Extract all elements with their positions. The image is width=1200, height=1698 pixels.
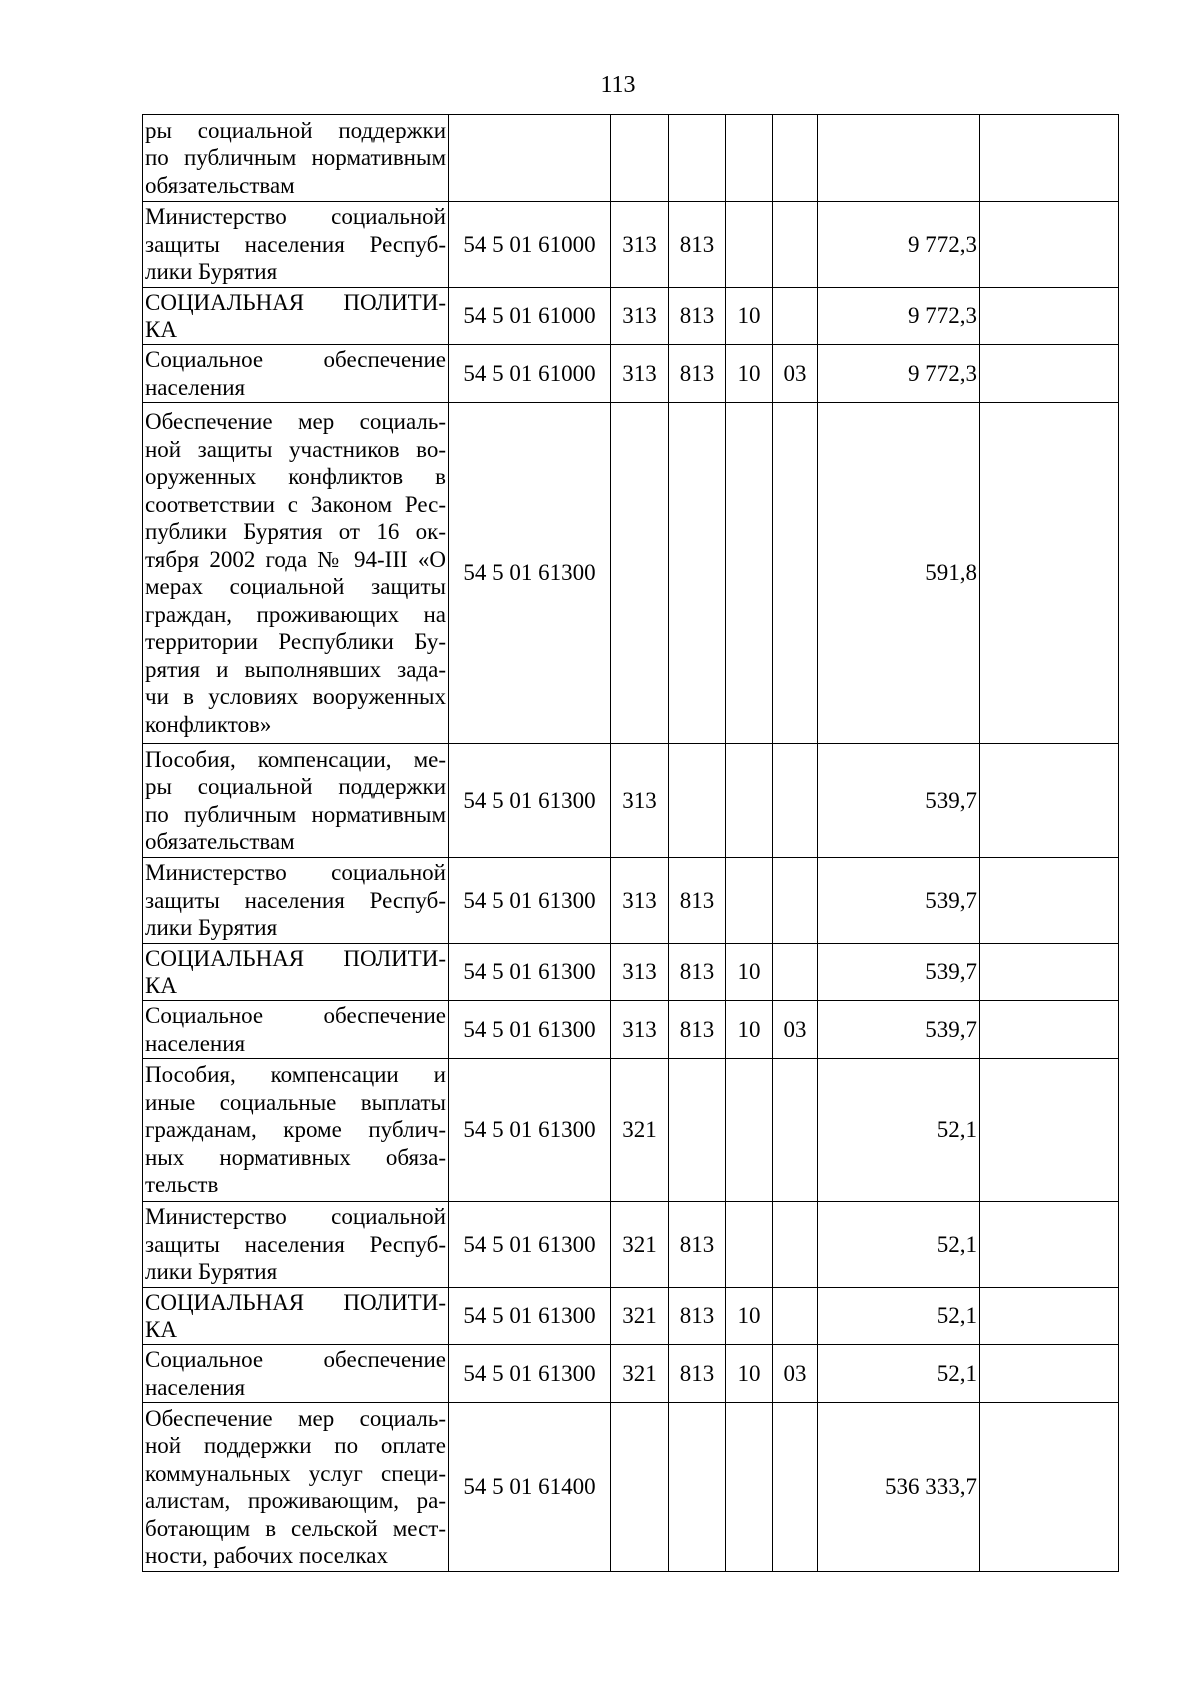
table-row [143, 1059, 1119, 1202]
grbs-cell [669, 115, 726, 202]
empty-cell [980, 1345, 1119, 1403]
row-name-line: лики Бурятия [145, 1259, 278, 1285]
row-name [143, 1345, 449, 1403]
rz-cell: 10 [726, 1001, 773, 1059]
table-row [143, 1202, 1119, 1288]
grbs-cell [669, 403, 726, 744]
vr-cell [611, 1403, 669, 1572]
vr-cell: 313 [611, 744, 669, 858]
table-row [143, 1403, 1119, 1572]
grbs-cell: 813 [669, 345, 726, 403]
code-cell: 54 5 01 61300 [449, 1059, 611, 1202]
grbs-cell: 813 [669, 1345, 726, 1403]
grbs-cell: 813 [669, 202, 726, 288]
row-name [143, 1001, 449, 1059]
vr-cell: 321 [611, 1059, 669, 1202]
rz-cell [726, 858, 773, 944]
pr-cell: 03 [773, 1001, 818, 1059]
pr-cell [773, 403, 818, 744]
empty-cell [980, 403, 1119, 744]
row-name-line: по публичным нормативным [145, 145, 446, 171]
row-name-line: Обеспечение мер социаль- [145, 409, 446, 434]
empty-cell [980, 1288, 1119, 1345]
rz-cell: 10 [726, 944, 773, 1001]
pr-cell [773, 858, 818, 944]
row-name [143, 115, 449, 202]
sum-cell: 539,7 [818, 858, 980, 944]
row-name-line: КА [145, 1317, 177, 1342]
table-body [143, 115, 1119, 1572]
pr-cell [773, 944, 818, 1001]
rz-cell: 10 [726, 1288, 773, 1345]
pr-cell [773, 1403, 818, 1572]
pr-cell: 03 [773, 345, 818, 403]
row-name-line: конфликтов» [145, 711, 272, 737]
pr-cell [773, 202, 818, 288]
row-name [143, 1202, 449, 1288]
row-name-line: иные социальные выплаты [145, 1089, 446, 1115]
table-row [143, 403, 1119, 744]
row-name-line: гражданам, кроме публич- [145, 1117, 446, 1143]
table-row [143, 944, 1119, 1001]
row-name-line: населения [145, 1030, 246, 1056]
code-cell: 54 5 01 61300 [449, 1288, 611, 1345]
row-name [143, 1403, 449, 1572]
row-name [143, 403, 449, 744]
row-name-line: КА [145, 317, 177, 342]
vr-cell: 313 [611, 858, 669, 944]
code-cell: 54 5 01 61400 [449, 1403, 611, 1572]
row-name-line: Социальное обеспечение [145, 1347, 446, 1372]
row-name-line: СОЦИАЛЬНАЯ ПОЛИТИ- [145, 1289, 446, 1315]
row-name-line: СОЦИАЛЬНАЯ ПОЛИТИ- [145, 945, 446, 971]
grbs-cell: 813 [669, 1288, 726, 1345]
grbs-cell: 813 [669, 288, 726, 345]
code-cell: 54 5 01 61300 [449, 1001, 611, 1059]
sum-cell: 9 772,3 [818, 288, 980, 345]
row-name-line: Социальное обеспечение [145, 1003, 446, 1028]
rz-cell [726, 202, 773, 288]
empty-cell [980, 1059, 1119, 1202]
row-name-line: алистам, проживающим, ра- [145, 1488, 446, 1513]
row-name-line: населения [145, 374, 246, 400]
row-name-line: тября 2002 года № 94-III «О [145, 546, 446, 572]
empty-cell [980, 744, 1119, 858]
row-name-line: ной поддержки по оплате [145, 1433, 446, 1458]
rz-cell [726, 744, 773, 858]
code-cell [449, 115, 611, 202]
table-row [143, 202, 1119, 288]
row-name-line: ры социальной поддержки [145, 774, 446, 799]
code-cell: 54 5 01 61300 [449, 403, 611, 744]
vr-cell: 321 [611, 1345, 669, 1403]
pr-cell [773, 288, 818, 345]
table-row [143, 1001, 1119, 1059]
sum-cell: 9 772,3 [818, 202, 980, 288]
row-name-line: по публичным нормативным [145, 801, 446, 827]
empty-cell [980, 1403, 1119, 1572]
row-name [143, 345, 449, 403]
rz-cell [726, 1202, 773, 1288]
empty-cell [980, 288, 1119, 345]
pr-cell [773, 115, 818, 202]
vr-cell: 321 [611, 1288, 669, 1345]
vr-cell: 313 [611, 1001, 669, 1059]
code-cell: 54 5 01 61300 [449, 1202, 611, 1288]
sum-cell: 539,7 [818, 744, 980, 858]
row-name-line: обязательствам [145, 172, 295, 198]
row-name-line: соответствии с Законом Рес- [145, 491, 446, 517]
row-name-line: коммунальных услуг специ- [145, 1460, 446, 1486]
row-name-line: рятия и выполнявших зада- [145, 656, 446, 682]
row-name-line: Пособия, компенсации и [145, 1062, 446, 1088]
sum-cell: 539,7 [818, 944, 980, 1001]
row-name-line: оруженных конфликтов в [145, 464, 446, 489]
row-name-line: КА [145, 973, 177, 998]
sum-cell: 591,8 [818, 403, 980, 744]
row-name-line: защиты населения Респуб- [145, 1231, 446, 1257]
row-name-line: публики Бурятия от 16 ок- [145, 519, 446, 544]
grbs-cell [669, 744, 726, 858]
table-row [143, 345, 1119, 403]
row-name-line: Министерство социальной [145, 204, 446, 230]
row-name-line: обязательствам [145, 829, 295, 854]
row-name-line: лики Бурятия [145, 259, 278, 285]
code-cell: 54 5 01 61000 [449, 345, 611, 403]
row-name-line: лики Бурятия [145, 915, 278, 941]
sum-cell: 52,1 [818, 1059, 980, 1202]
row-name [143, 858, 449, 944]
empty-cell [980, 115, 1119, 202]
sum-cell: 52,1 [818, 1202, 980, 1288]
sum-cell: 536 333,7 [818, 1403, 980, 1572]
row-name-line: Пособия, компенсации, ме- [145, 746, 446, 772]
row-name-line: ной защиты участников во- [145, 436, 446, 462]
pr-cell: 03 [773, 1345, 818, 1403]
row-name-line: ры социальной поддержки [145, 117, 446, 143]
code-cell: 54 5 01 61300 [449, 944, 611, 1001]
code-cell: 54 5 01 61300 [449, 858, 611, 944]
empty-cell [980, 858, 1119, 944]
pr-cell [773, 1202, 818, 1288]
grbs-cell [669, 1059, 726, 1202]
row-name-line: Министерство социальной [145, 860, 446, 886]
empty-cell [980, 1202, 1119, 1288]
row-name-line: чи в условиях вооруженных [145, 684, 446, 709]
pr-cell [773, 1059, 818, 1202]
row-name-line: СОЦИАЛЬНАЯ ПОЛИТИ- [145, 289, 446, 315]
code-cell: 54 5 01 61000 [449, 202, 611, 288]
rz-cell: 10 [726, 1345, 773, 1403]
empty-cell [980, 1001, 1119, 1059]
grbs-cell: 813 [669, 858, 726, 944]
row-name-line: тельств [145, 1172, 219, 1198]
row-name [143, 1059, 449, 1202]
vr-cell: 321 [611, 1202, 669, 1288]
rz-cell: 10 [726, 345, 773, 403]
vr-cell: 313 [611, 288, 669, 345]
rz-cell: 10 [726, 288, 773, 345]
row-name-line: Обеспечение мер социаль- [145, 1405, 446, 1431]
vr-cell: 313 [611, 944, 669, 1001]
table-row [143, 115, 1119, 202]
sum-cell: 52,1 [818, 1288, 980, 1345]
rz-cell [726, 403, 773, 744]
row-name [143, 744, 449, 858]
code-cell: 54 5 01 61300 [449, 1345, 611, 1403]
row-name [143, 288, 449, 345]
sum-cell: 539,7 [818, 1001, 980, 1059]
row-name [143, 202, 449, 288]
row-name-line: Социальное обеспечение [145, 347, 446, 372]
pr-cell [773, 744, 818, 858]
row-name-line: ботающим в сельской мест- [145, 1515, 446, 1541]
row-name-line: защиты населения Респуб- [145, 231, 446, 257]
grbs-cell: 813 [669, 1202, 726, 1288]
code-cell: 54 5 01 61000 [449, 288, 611, 345]
row-name-line: защиты населения Респуб- [145, 887, 446, 913]
rz-cell [726, 1403, 773, 1572]
rz-cell [726, 1059, 773, 1202]
row-name-line: граждан, проживающих на [145, 601, 446, 627]
vr-cell [611, 115, 669, 202]
row-name-line: ных нормативных обяза- [145, 1144, 446, 1170]
sum-cell [818, 115, 980, 202]
vr-cell: 313 [611, 345, 669, 403]
table-row [143, 858, 1119, 944]
row-name-line: населения [145, 1374, 246, 1400]
grbs-cell [669, 1403, 726, 1572]
row-name-line: территории Республики Бу- [145, 629, 446, 654]
grbs-cell: 813 [669, 1001, 726, 1059]
sum-cell: 52,1 [818, 1345, 980, 1403]
table-row [143, 1288, 1119, 1345]
row-name-line: ности, рабочих поселках [145, 1543, 388, 1568]
empty-cell [980, 202, 1119, 288]
page-number: 113 [600, 72, 636, 98]
row-name-line: Министерство социальной [145, 1204, 446, 1230]
vr-cell [611, 403, 669, 744]
pr-cell [773, 1288, 818, 1345]
row-name-line: мерах социальной защиты [145, 574, 446, 599]
grbs-cell: 813 [669, 944, 726, 1001]
rz-cell [726, 115, 773, 202]
table-row [143, 288, 1119, 345]
sum-cell: 9 772,3 [818, 345, 980, 403]
code-cell: 54 5 01 61300 [449, 744, 611, 858]
row-name [143, 1288, 449, 1345]
budget-table [142, 114, 1119, 1572]
empty-cell [980, 944, 1119, 1001]
empty-cell [980, 345, 1119, 403]
table-row [143, 744, 1119, 858]
row-name [143, 944, 449, 1001]
vr-cell: 313 [611, 202, 669, 288]
table-row [143, 1345, 1119, 1403]
